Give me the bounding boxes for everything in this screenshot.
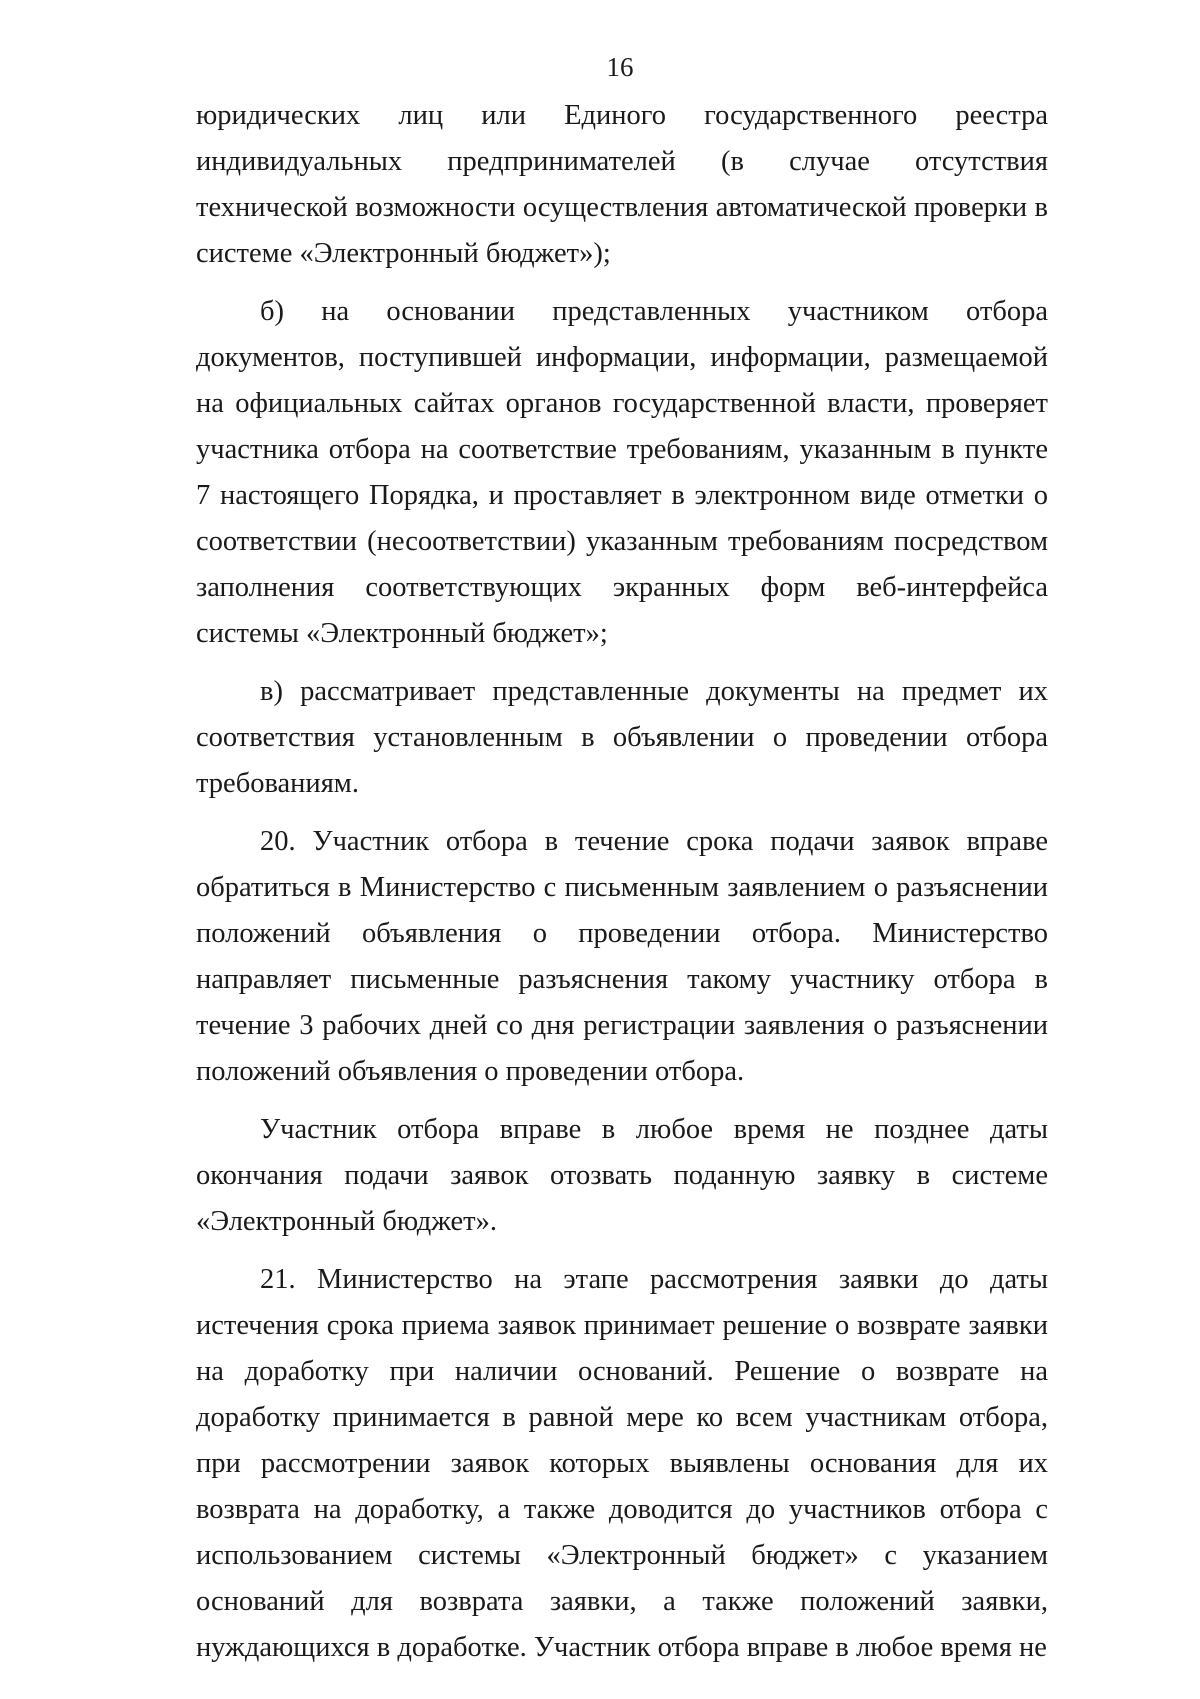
paragraph-clause-20: 20. Участник отбора в течение срока подачи заявок вправе обратиться в Министерство с письменным заявлением о разъяснении положений объявления о проведении отбора. Министерство направляет письменные разъяснения такому участнику отбора в течение 3 рабочих дней со дня регистрации заявления о разъяснении положений объявления о проведении отбора.: [196, 826, 1048, 1087]
paragraph-withdrawal: Участник отбора вправе в любое время не позднее даты окончания подачи заявок отозвать поданную заявку в системе «Электронный бюджет».: [196, 1114, 1048, 1237]
paragraph-item-b: б) на основании представленных участником отбора документов, поступившей информации, информации, размещаемой на официальных сайтах органов государственной власти, проверяет участника отбора на соответствие требованиям, указанным в пункте 7 настоящего Порядка, и проставляет в электронном виде отметки о соответствии (несоответствии) указанным требованиям посредством заполнения соответствующих экранных форм веб-интерфейса системы «Электронный бюджет»;: [196, 296, 1048, 649]
paragraph-item-v: в) рассматривает представленные документы на предмет их соответствия установленным в объявлении о проведении отбора требованиям.: [196, 676, 1048, 799]
document-body: [196, 93, 1048, 1683]
page-number: 16: [606, 52, 634, 82]
paragraph-clause-21: 21. Министерство на этапе рассмотрения заявки до даты истечения срока приема заявок принимает решение о возврате заявки на доработку при наличии оснований. Решение о возврате на доработку принимается в равной мере ко всем участникам отбора, при рассмотрении заявок которых выявлены основания для их возврата на доработку, а также доводится до участников отбора с использованием системы «Электронный бюджет» с указанием оснований для возврата заявки, а также положений заявки, нуждающихся в доработке. Участник отбора вправе в любое время не: [196, 1264, 1048, 1663]
paragraph-continuation: юридических лиц или Единого государственного реестра индивидуальных предпринимателей (в случае отсутствия технической возможности осуществления автоматической проверки в системе «Электронный бюджет»);: [196, 100, 1048, 269]
